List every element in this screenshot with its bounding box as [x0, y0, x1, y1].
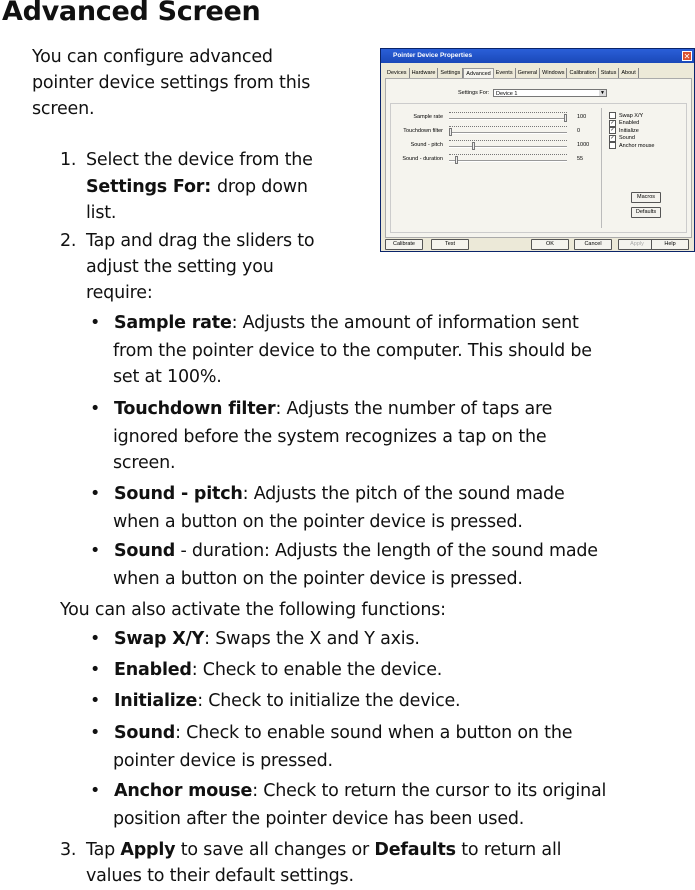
- help-button[interactable]: Help: [651, 239, 689, 250]
- step-text: values to their default settings.: [86, 866, 354, 886]
- tab-devices[interactable]: Devices: [385, 68, 410, 79]
- bullet-icon: •: [90, 691, 101, 711]
- step-text: list.: [86, 203, 117, 223]
- bullet-item: [114, 310, 579, 337]
- bullet-text-cont: ignored before the system recognizes a tap on the: [113, 426, 547, 447]
- bullet-text: : Adjusts the pitch of the sound made: [242, 484, 565, 504]
- also-text: You can also activate the following functions:: [60, 600, 446, 620]
- bullet-text: : Check to return the cursor to its original: [252, 781, 607, 801]
- checkbox-icon[interactable]: ✓: [610, 127, 615, 133]
- bullet-term: Touchdown filter: [114, 399, 276, 419]
- bullet-text-cont: from the pointer device to the computer. This should be: [113, 340, 592, 361]
- bullet-text-cont: set at 100%.: [113, 367, 222, 387]
- slider-value: 100: [577, 114, 587, 120]
- tab-settings[interactable]: Settings: [438, 68, 463, 79]
- bullet-item: [114, 778, 606, 805]
- ok-button[interactable]: OK: [531, 239, 569, 250]
- step-number: 3.: [60, 840, 77, 860]
- calibrate-button[interactable]: Calibrate: [385, 239, 423, 250]
- bullet-term: Sound - pitch: [114, 484, 243, 504]
- test-button[interactable]: Test: [431, 239, 469, 250]
- slider-thumb[interactable]: [472, 142, 475, 150]
- step3-pre: Tap: [86, 840, 121, 860]
- bullet-text: : Check to initialize the device.: [197, 691, 461, 711]
- step-number: 2.: [60, 231, 77, 251]
- slider-label: Sound - pitch: [410, 142, 443, 148]
- checkbox-icon[interactable]: ✓: [610, 119, 615, 126]
- step3-post: to return all: [455, 840, 562, 860]
- bullet-text: : Adjusts the number of taps are: [275, 399, 553, 419]
- slider-label: Sound - duration: [402, 156, 443, 162]
- bullet-term: Initialize: [114, 691, 198, 711]
- macros-button[interactable]: Macros: [631, 192, 661, 203]
- slider-row: [391, 112, 601, 124]
- bullet-text-cont: screen.: [113, 453, 176, 473]
- page-title: Advanced Screen: [2, 0, 261, 27]
- bullet-icon: •: [90, 660, 101, 680]
- slider-track[interactable]: [449, 132, 567, 134]
- slider-value: 55: [577, 156, 584, 162]
- slider-thumb[interactable]: [449, 128, 452, 136]
- slider-track[interactable]: [449, 146, 567, 148]
- slider-label: Touchdown filter: [403, 128, 443, 134]
- bullet-item: [114, 538, 598, 565]
- bullet-icon: •: [90, 723, 101, 743]
- slider-row: [391, 140, 601, 152]
- step-text: [86, 174, 308, 201]
- slider-row: [391, 126, 601, 138]
- slider-ticks: [449, 154, 567, 157]
- checkbox-anchor-mouse[interactable]: [609, 142, 654, 149]
- checkbox-swap-x-y[interactable]: [609, 112, 643, 119]
- bullet-icon: •: [90, 313, 101, 333]
- checkbox-icon[interactable]: [609, 142, 616, 149]
- slider-track[interactable]: [449, 160, 567, 162]
- bullet-text-cont: when a button on the pointer device is pressed.: [113, 511, 523, 532]
- chevron-down-icon: ▼: [600, 90, 605, 96]
- close-icon[interactable]: ✕: [683, 52, 691, 61]
- intro-line: screen.: [32, 99, 95, 119]
- cancel-button[interactable]: Cancel: [574, 239, 612, 250]
- slider-label: Sample rate: [413, 114, 443, 120]
- tab-calibration[interactable]: Calibration: [567, 68, 598, 79]
- tab-status[interactable]: Status: [599, 68, 620, 79]
- checkbox-icon[interactable]: ✓: [610, 134, 615, 141]
- bullet-term: Sound: [114, 541, 176, 561]
- bullet-icon: •: [90, 484, 101, 504]
- step-text: [86, 837, 561, 864]
- settings-for-dropdown[interactable]: [493, 89, 607, 97]
- bullet-text: : Check to enable sound when a button on the: [175, 723, 573, 743]
- step3-defaults: Defaults: [374, 840, 456, 860]
- bullet-text: - duration: Adjusts the length of the sound made: [175, 541, 598, 561]
- checkbox-enabled[interactable]: [609, 120, 639, 127]
- intro-line: pointer device settings from this: [32, 73, 311, 93]
- bullet-text: : Swaps the X and Y axis.: [204, 629, 420, 649]
- step-number: 1.: [60, 150, 77, 170]
- bullet-item: [114, 481, 565, 508]
- bullet-icon: •: [90, 399, 101, 419]
- defaults-button[interactable]: Defaults: [631, 207, 661, 218]
- step-text: Tap and drag the sliders to: [86, 231, 315, 251]
- bullet-item: [114, 657, 442, 684]
- settings-for-term: Settings For:: [86, 177, 211, 197]
- checkbox-label: Sound: [619, 135, 635, 141]
- bullet-term: Anchor mouse: [114, 781, 253, 801]
- checkbox-label: Initialize: [619, 127, 639, 134]
- tab-windows[interactable]: Windows: [540, 68, 567, 79]
- slider-thumb[interactable]: [564, 114, 567, 122]
- bullet-icon: •: [90, 781, 101, 801]
- dialog-title: Pointer Device Properties: [381, 49, 694, 63]
- slider-value: 1000: [577, 142, 590, 148]
- bullet-text-cont: position after the pointer device has been used.: [113, 808, 525, 829]
- bullet-term: Enabled: [114, 660, 192, 680]
- step-text: Select the device from the: [86, 150, 313, 170]
- bullet-text-cont: when a button on the pointer device is pressed.: [113, 568, 523, 589]
- slider-thumb[interactable]: [455, 156, 458, 164]
- slider-track[interactable]: [449, 118, 567, 120]
- bullet-term: Sound: [114, 723, 176, 743]
- slider-ticks: [449, 126, 567, 129]
- step-text-rest: drop down: [217, 177, 308, 197]
- tab-about[interactable]: About: [619, 68, 638, 79]
- bullet-text: : Adjusts the amount of information sent: [231, 313, 579, 333]
- checkbox-sound[interactable]: [609, 135, 635, 142]
- bullet-text: : Check to enable the device.: [191, 660, 443, 680]
- bullet-icon: •: [90, 541, 101, 561]
- slider-value: 0: [577, 128, 581, 134]
- bullet-text-cont: pointer device is pressed.: [113, 750, 333, 771]
- step3-apply: Apply: [120, 840, 176, 860]
- bullet-item: [114, 720, 572, 747]
- slider-row: [391, 154, 601, 166]
- slider-ticks: [449, 140, 567, 143]
- tab-advanced[interactable]: Advanced: [463, 68, 493, 79]
- settings-for-value: Device 1: [496, 91, 518, 97]
- checkbox-initialize[interactable]: [609, 127, 639, 134]
- bullet-item: [114, 688, 460, 715]
- tab-hardware[interactable]: Hardware: [410, 68, 439, 79]
- settings-for-label: Settings For:: [458, 90, 490, 96]
- tab-general[interactable]: General: [516, 68, 541, 79]
- bullet-term: Swap X/Y: [114, 629, 205, 649]
- divider: [601, 108, 602, 228]
- checkbox-icon[interactable]: [609, 112, 616, 119]
- slider-ticks: [449, 112, 567, 115]
- checkbox-label: Anchor mouse: [619, 142, 655, 149]
- bullet-icon: •: [90, 629, 101, 649]
- bullet-term: Sample rate: [114, 313, 232, 333]
- checkbox-label: Enabled: [619, 120, 640, 126]
- intro-line: You can configure advanced: [32, 47, 273, 67]
- checkbox-label: Swap X/Y: [619, 112, 644, 119]
- pointer-device-properties-dialog: [380, 48, 695, 252]
- bullet-item: [114, 396, 552, 423]
- step-text: adjust the setting you: [86, 257, 274, 277]
- tab-events[interactable]: Events: [494, 68, 516, 79]
- step3-mid: to save all changes or: [175, 840, 375, 860]
- bullet-item: [114, 626, 420, 653]
- step-text: require:: [86, 283, 153, 303]
- apply-button[interactable]: Apply: [618, 239, 656, 250]
